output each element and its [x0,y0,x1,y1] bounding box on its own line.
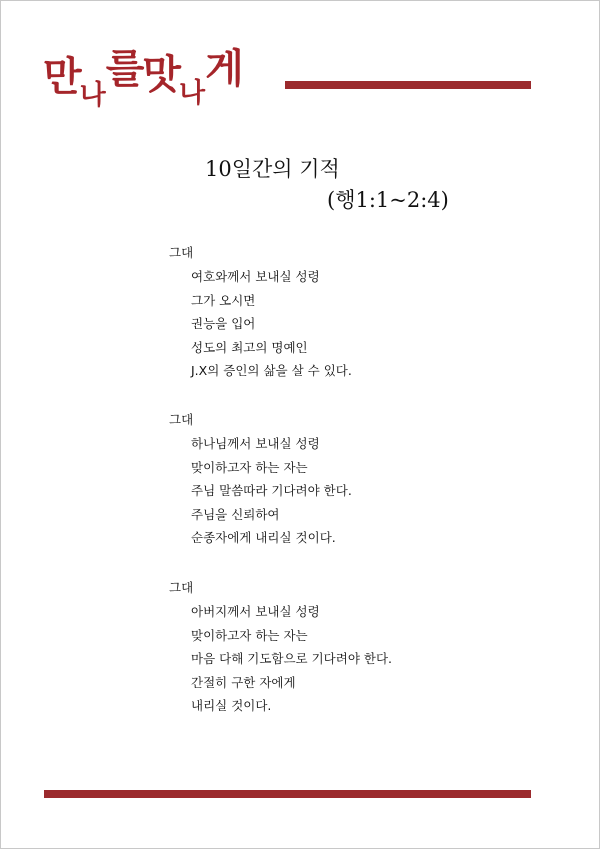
stanza-line: 순종자에게 내리실 것이다. [191,530,336,545]
stanza-line: 여호와께서 보내실 성령 [191,269,320,284]
stanza-line: 주님을 신뢰하여 [191,506,280,522]
stanza-line: 마음 다해 기도함으로 기다려야 한다. [191,651,392,666]
stanza-line: 맞이하고자 하는 자는 [191,627,308,643]
logo-char: 나 [179,78,206,109]
logo-char: 게 [205,46,242,92]
logo-char: 만 [43,54,80,100]
stanza-line: 주님 말씀따라 기다려야 한다. [191,483,352,498]
stanza-line: 성도의 최고의 명예인 [191,339,308,355]
logo-char: 를 [105,46,143,92]
header-rule [285,81,531,89]
stanza [169,243,352,385]
stanza [169,578,392,720]
logo-char: 맛 [142,52,180,98]
stanza-line: 아버지께서 보내실 성령 [191,604,320,619]
stanza-line: 하나님께서 보내실 성령 [191,436,320,451]
footer-rule [44,790,531,798]
stanza-heading: 그대 [169,580,194,595]
stanza-line: J.X의 증인의 삶을 살 수 있다. [191,363,352,378]
stanza-heading: 그대 [169,245,194,260]
stanza-line: 맞이하고자 하는 자는 [191,459,308,475]
logo [43,46,242,111]
stanza-line: 그가 오시면 [191,292,256,308]
stanza-line: 권능을 입어 [191,316,256,331]
page-title: 10일간의 기적 [205,157,340,181]
stanza-line: 내리실 것이다. [191,698,272,713]
stanza-heading: 그대 [169,412,194,427]
logo-char: 나 [79,80,106,111]
stanza [169,410,352,552]
stanza-line: 간절히 구한 자에게 [191,674,296,690]
scripture-reference: (행1:1~2:4) [327,188,449,212]
